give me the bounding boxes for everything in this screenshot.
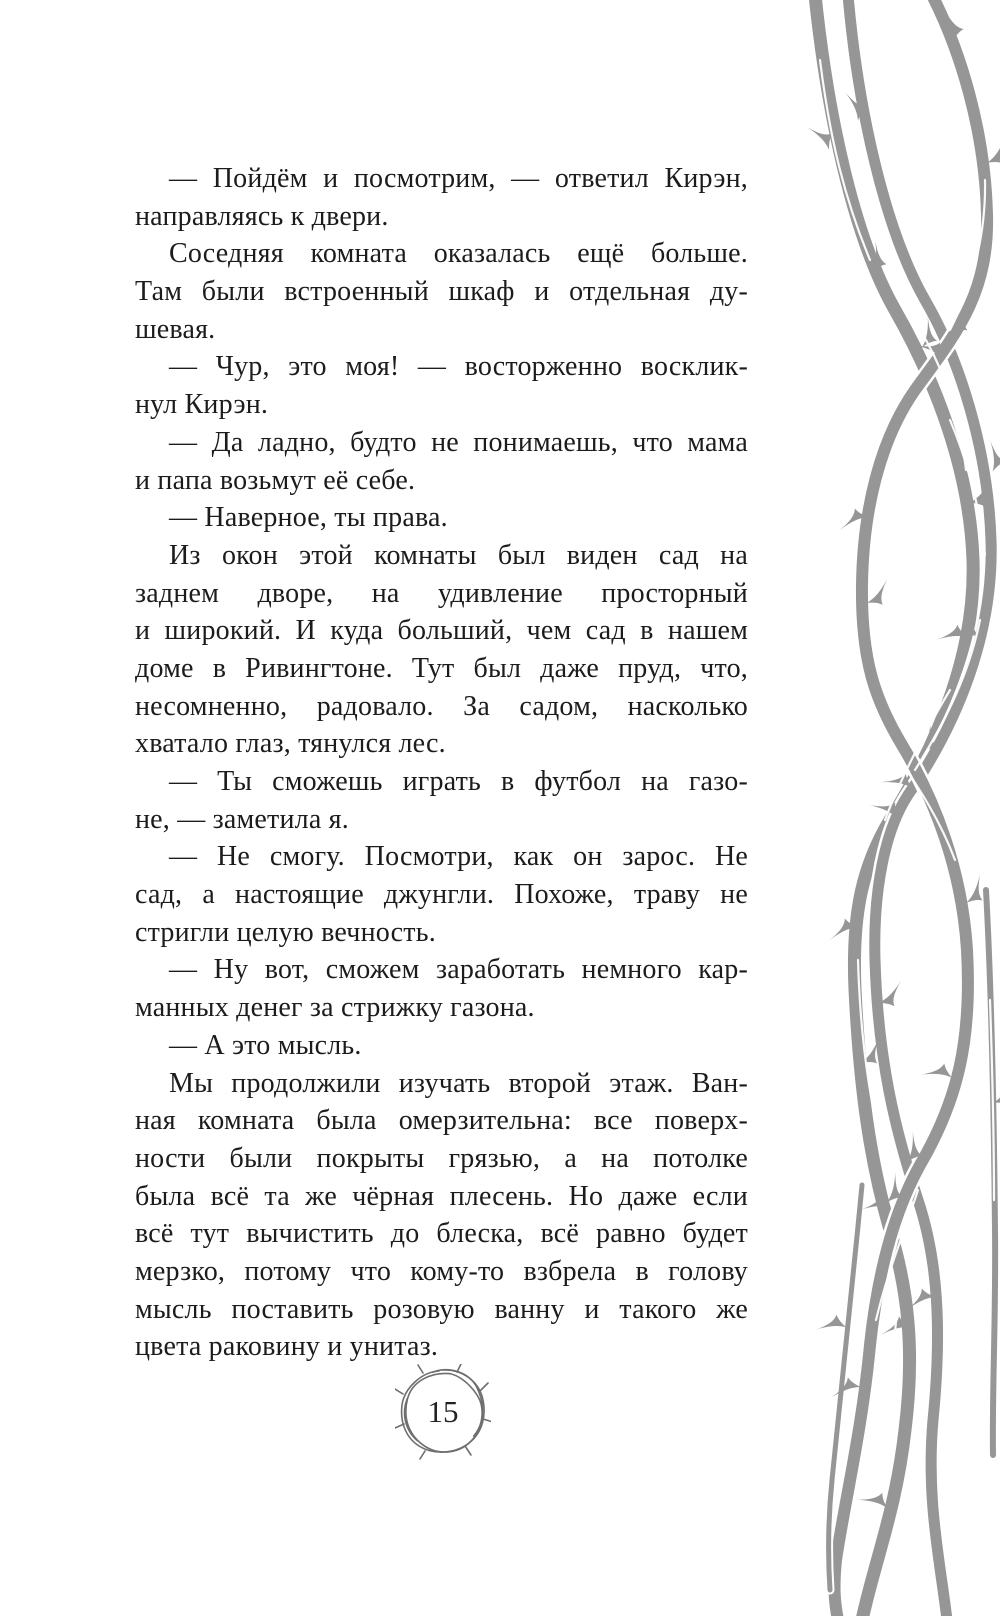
text-line: не, — заметила я. <box>135 803 349 835</box>
text-line: всё тут вычистить до блеска, всё равно будет <box>135 1218 748 1250</box>
text-line: манных денег за стрижку газона. <box>135 992 535 1024</box>
text-line: Из окон этой комнаты был виден сад на <box>169 539 748 571</box>
text-line: — Не смогу. Посмотри, как он зарос. Не <box>169 841 748 873</box>
text-line: несомненно, радовало. За садом, насколько <box>135 690 748 722</box>
text-line: — Да ладно, будто не понимаешь, что мама <box>169 426 748 458</box>
text-line: Там были встроенный шкаф и отдельная ду- <box>135 276 748 308</box>
text-line: Мы продолжили изучать второй этаж. Ван- <box>169 1067 748 1099</box>
text-line: сад, а настоящие джунгли. Похоже, траву не <box>135 879 748 911</box>
text-line: — Ты сможешь играть в футбол на газо- <box>169 766 748 797</box>
text-line: ная комната была омерзительна: все поверх- <box>135 1105 748 1137</box>
text-block <box>135 160 748 1366</box>
text-line: доме в Ривингтоне. Тут был даже пруд, что, <box>135 652 748 684</box>
text-line: — Чур, это моя! — восторженно восклик- <box>169 351 748 383</box>
twig-wreath-page-number-badge <box>395 1364 491 1460</box>
text-line: мысль поставить розовую ванну и такого же <box>135 1293 748 1325</box>
text-line: заднем дворе, на удивление просторный <box>135 577 748 609</box>
text-line: ности были покрыты грязью, а на потолке <box>135 1142 748 1174</box>
text-line: — Пойдём и посмотрим, — ответил Кирэн, <box>169 163 748 194</box>
thorn-vine-illustration <box>800 0 1000 1616</box>
thorn-vine-icon <box>800 0 1000 1616</box>
text-line: стригли целую вечность. <box>135 916 436 948</box>
text-line: была всё та же чёрная плесень. Но даже если <box>135 1180 748 1212</box>
text-line: — Ну вот, сможем заработать немного кар- <box>169 954 748 986</box>
text-line: и широкий. И куда больший, чем сад в нашем <box>135 615 748 647</box>
text-line: шевая. <box>135 313 216 345</box>
text-line: хватало глаз, тянулся лес. <box>135 728 446 760</box>
text-line: и папа возьмут её себе. <box>135 464 416 496</box>
page-number: 15 <box>427 1394 459 1429</box>
text-line: цвета раковину и унитаз. <box>135 1331 439 1363</box>
text-line: Соседняя комната оказалась ещё больше. <box>169 238 748 270</box>
text-line: нул Кирэн. <box>135 389 269 421</box>
text-line: мерзко, потому что кому-то взбрела в голову <box>135 1255 748 1287</box>
text-line: направляясь к двери. <box>135 200 389 232</box>
text-line: — А это мысль. <box>169 1029 362 1061</box>
text-line: — Наверное, ты права. <box>169 502 448 534</box>
